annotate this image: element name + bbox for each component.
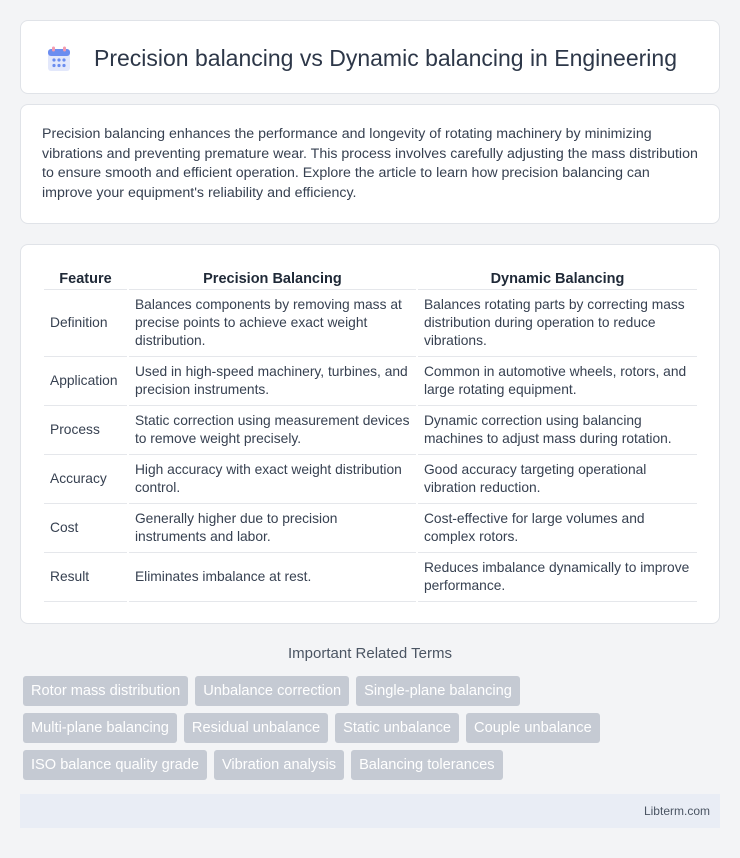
tag-row <box>23 750 723 780</box>
comparison-card <box>20 244 720 624</box>
feature-cell: Application <box>44 357 127 406</box>
dynamic-cell: Common in automotive wheels, rotors, and large rotating equipment. <box>418 357 697 406</box>
tag-row <box>23 676 723 706</box>
tag-balancing-tolerances[interactable]: Balancing tolerances <box>351 750 502 780</box>
comparison-table <box>42 265 699 602</box>
table-row <box>44 455 697 504</box>
dynamic-cell: Good accuracy targeting operational vibration reduction. <box>418 455 697 504</box>
tag-unbalance-correction[interactable]: Unbalance correction <box>195 676 349 706</box>
page-title: Precision balancing vs Dynamic balancing in Engineering <box>94 45 677 71</box>
dynamic-cell: Cost-effective for large volumes and complex rotors. <box>418 504 697 553</box>
precision-cell: Generally higher due to precision instruments and labor. <box>129 504 416 553</box>
column-header-dynamic: Dynamic Balancing <box>418 265 697 290</box>
table-row <box>44 290 697 357</box>
tag-multi-plane-balancing[interactable]: Multi-plane balancing <box>23 713 177 743</box>
feature-cell: Cost <box>44 504 127 553</box>
tag-couple-unbalance[interactable]: Couple unbalance <box>466 713 600 743</box>
dynamic-cell: Dynamic correction using balancing machines to adjust mass during rotation. <box>418 406 697 455</box>
related-terms-title: Important Related Terms <box>288 645 452 662</box>
table-row <box>44 504 697 553</box>
header-card <box>20 20 720 94</box>
tag-static-unbalance[interactable]: Static unbalance <box>335 713 459 743</box>
tag-rotor-mass-distribution[interactable]: Rotor mass distribution <box>23 676 188 706</box>
precision-cell: Static correction using measurement devices to remove weight precisely. <box>129 406 416 455</box>
feature-cell: Accuracy <box>44 455 127 504</box>
table-row <box>44 553 697 602</box>
precision-cell: High accuracy with exact weight distribution control. <box>129 455 416 504</box>
tag-iso-balance-quality-grade[interactable]: ISO balance quality grade <box>23 750 207 780</box>
precision-cell: Eliminates imbalance at rest. <box>129 553 416 602</box>
tag-vibration-analysis[interactable]: Vibration analysis <box>214 750 344 780</box>
table-header-row <box>44 265 697 290</box>
feature-cell: Definition <box>44 290 127 357</box>
table-row <box>44 357 697 406</box>
intro-card <box>20 104 720 224</box>
calendar-icon <box>47 46 71 72</box>
tag-single-plane-balancing[interactable]: Single-plane balancing <box>356 676 520 706</box>
intro-paragraph: Precision balancing enhances the performance and longevity of rotating machinery by minimizing vibrations and preventing premature wear. This process involves carefully adjusting the mass distribution to ensure smooth and efficient operation. Explore the article to learn how precision balancing can improve your equipment's reliability and efficiency. <box>42 126 698 201</box>
column-header-precision: Precision Balancing <box>129 265 416 290</box>
dynamic-cell: Balances rotating parts by correcting mass distribution during operation to reduce vibrations. <box>418 290 697 357</box>
precision-cell: Balances components by removing mass at precise points to achieve exact weight distribution. <box>129 290 416 357</box>
feature-cell: Result <box>44 553 127 602</box>
footer-site-link[interactable]: Libterm.com <box>643 804 710 818</box>
column-header-feature: Feature <box>44 265 127 290</box>
table-row <box>44 406 697 455</box>
feature-cell: Process <box>44 406 127 455</box>
tag-row <box>23 713 723 743</box>
related-terms-list <box>23 676 723 787</box>
precision-cell: Used in high-speed machinery, turbines, and precision instruments. <box>129 357 416 406</box>
tag-residual-unbalance[interactable]: Residual unbalance <box>184 713 328 743</box>
dynamic-cell: Reduces imbalance dynamically to improve performance. <box>418 553 697 602</box>
footer <box>20 794 720 828</box>
